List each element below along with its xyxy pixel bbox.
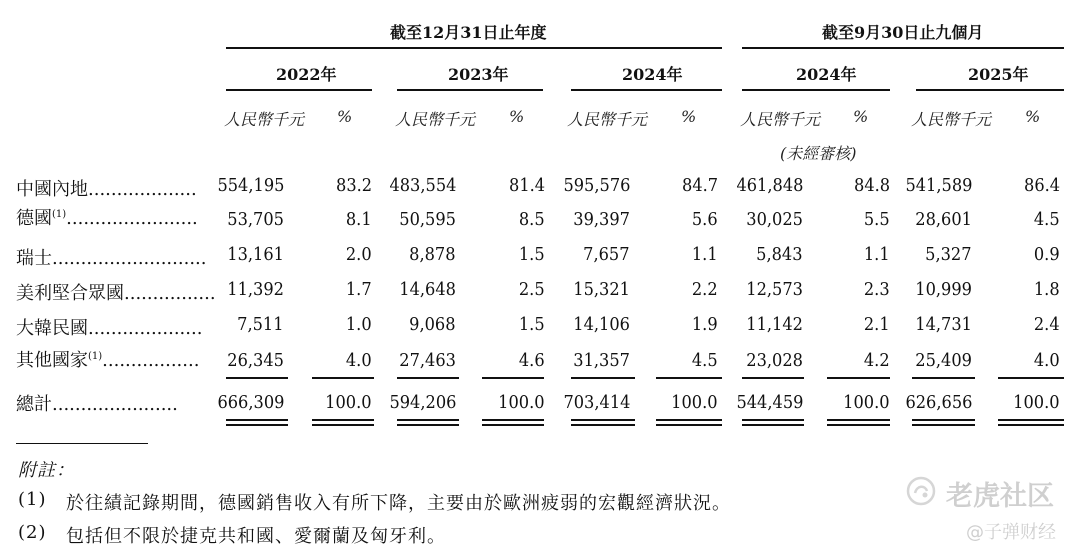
year-header-2022: 2022年	[276, 65, 337, 84]
note-number: (2)	[18, 522, 47, 543]
group-header-nine-months: 截至9月30日止九個月	[822, 23, 984, 42]
table-cell: 5.5	[864, 209, 890, 230]
total-cell: 703,414	[563, 392, 630, 413]
unaudited-note: (未經審核)	[780, 144, 857, 163]
table-cell: 30,025	[746, 209, 803, 230]
year-rule-2024	[571, 89, 722, 91]
note-number: (1)	[18, 489, 47, 510]
subtotal-rule	[482, 377, 544, 379]
table-cell: 1.9	[692, 314, 718, 335]
total-double-rule	[998, 424, 1064, 426]
total-double-rule	[571, 419, 635, 421]
total-cell: 626,656	[905, 392, 972, 413]
table-cell: 9,068	[409, 314, 456, 335]
table-cell: 5.6	[692, 209, 718, 230]
subtotal-rule	[998, 377, 1064, 379]
table-cell: 84.8	[853, 175, 890, 196]
table-cell: 86.4	[1023, 175, 1060, 196]
total-double-rule	[571, 424, 635, 426]
note-text: 於往績記錄期間，德國銷售收入有所下降，主要由於歐洲疲弱的宏觀經濟狀況。	[66, 493, 731, 514]
table-cell: 4.0	[1034, 350, 1060, 371]
total-cell: 100.0	[671, 392, 718, 413]
year-rule-2023	[397, 89, 543, 91]
table-cell: 81.4	[508, 175, 545, 196]
table-cell: 8.5	[519, 209, 545, 230]
group-rule-annual	[226, 47, 722, 49]
total-cell: 544,459	[736, 392, 803, 413]
table-cell: 84.7	[681, 175, 718, 196]
subtotal-rule	[742, 377, 804, 379]
year-rule-2022	[226, 89, 372, 91]
footnote-separator	[16, 443, 148, 444]
note-text: 包括但不限於捷克共和國、愛爾蘭及匈牙利。	[66, 526, 446, 547]
table-cell: 14,731	[915, 314, 972, 335]
total-double-rule	[226, 419, 288, 421]
total-double-rule	[742, 424, 804, 426]
table-cell: 1.1	[864, 244, 890, 265]
year-header-2024-nine: 2024年	[796, 65, 857, 84]
total-double-rule	[482, 419, 544, 421]
table-cell: 2.0	[346, 244, 372, 265]
table-cell: 83.2	[335, 175, 372, 196]
year-rule-2024-nine	[742, 89, 890, 91]
table-cell: 14,648	[399, 279, 456, 300]
total-cell: 100.0	[325, 392, 372, 413]
table-cell: 2.2	[692, 279, 718, 300]
unit-header-pct: %	[337, 107, 353, 126]
table-cell: 1.0	[346, 314, 372, 335]
unit-header-rmb: 人民幣千元	[740, 110, 821, 129]
table-cell: 11,392	[227, 279, 284, 300]
table-cell: 15,321	[573, 279, 630, 300]
footnote-marker: (1)	[88, 351, 103, 362]
total-double-rule	[226, 424, 288, 426]
table-cell: 7,511	[237, 314, 284, 335]
table-cell: 1.5	[519, 244, 545, 265]
total-double-rule	[656, 419, 722, 421]
table-cell: 25,409	[915, 350, 972, 371]
table-cell: 4.6	[519, 350, 545, 371]
unit-header-pct: %	[509, 107, 525, 126]
table-cell: 11,142	[746, 314, 803, 335]
total-cell: 100.0	[498, 392, 545, 413]
table-cell: 4.0	[346, 350, 372, 371]
watermark-handle: @子弹财经	[966, 522, 1056, 543]
row-label: 瑞士...........................	[16, 248, 207, 269]
table-cell: 4.5	[692, 350, 718, 371]
table-cell: 4.2	[864, 350, 890, 371]
table-cell: 0.9	[1034, 244, 1060, 265]
table-cell: 5,843	[756, 244, 803, 265]
unit-header-pct: %	[1025, 107, 1041, 126]
table-cell: 2.4	[1034, 314, 1060, 335]
unit-header-pct: %	[681, 107, 697, 126]
year-header-2024: 2024年	[622, 65, 683, 84]
table-cell: 8.1	[346, 209, 372, 230]
year-rule-2025-nine	[916, 89, 1064, 91]
total-cell: 100.0	[843, 392, 890, 413]
total-double-rule	[397, 419, 459, 421]
year-header-2025-nine: 2025年	[968, 65, 1029, 84]
subtotal-rule	[312, 377, 374, 379]
row-label: 美利堅合眾國................	[16, 283, 216, 304]
total-double-rule	[397, 424, 459, 426]
subtotal-rule	[912, 377, 975, 379]
total-double-rule	[827, 419, 890, 421]
table-cell: 14,106	[573, 314, 630, 335]
subtotal-rule	[397, 377, 459, 379]
table-cell: 50,595	[399, 209, 456, 230]
total-double-rule	[827, 424, 890, 426]
table-cell: 1.7	[346, 279, 372, 300]
total-double-rule	[312, 419, 374, 421]
table-cell: 483,554	[389, 175, 456, 196]
table-cell: 2.3	[864, 279, 890, 300]
total-double-rule	[482, 424, 544, 426]
subtotal-rule	[226, 377, 288, 379]
unit-header-rmb: 人民幣千元	[567, 110, 648, 129]
table-cell: 5,327	[925, 244, 972, 265]
table-cell: 28,601	[915, 209, 972, 230]
total-label: 總計......................	[16, 394, 178, 415]
table-cell: 23,028	[746, 350, 803, 371]
subtotal-rule	[827, 377, 890, 379]
total-cell: 100.0	[1013, 392, 1060, 413]
total-cell: 666,309	[217, 392, 284, 413]
table-cell: 2.1	[864, 314, 890, 335]
table-cell: 31,357	[573, 350, 630, 371]
unit-header-rmb: 人民幣千元	[911, 110, 992, 129]
table-cell: 554,195	[217, 175, 284, 196]
table-cell: 53,705	[227, 209, 284, 230]
table-cell: 8,878	[409, 244, 456, 265]
unit-header-rmb: 人民幣千元	[395, 110, 476, 129]
notes-title: 附註：	[18, 460, 75, 481]
table-cell: 10,999	[915, 279, 972, 300]
group-rule-nine-months	[742, 47, 1064, 49]
table-cell: 13,161	[227, 244, 284, 265]
total-double-rule	[912, 424, 975, 426]
total-double-rule	[998, 419, 1064, 421]
subtotal-rule	[571, 377, 635, 379]
row-label: 大韓民國....................	[16, 318, 203, 339]
table-cell: 7,657	[583, 244, 630, 265]
row-label: 中國內地...................	[16, 179, 197, 200]
total-double-rule	[742, 419, 804, 421]
tiger-logo-icon	[905, 475, 937, 507]
year-header-2023: 2023年	[448, 65, 509, 84]
table-cell: 541,589	[905, 175, 972, 196]
total-double-rule	[912, 419, 975, 421]
group-header-annual: 截至12月31日止年度	[390, 23, 547, 42]
row-label: 德國$^{(1)}$.......................	[16, 208, 198, 229]
table-cell: 595,576	[563, 175, 630, 196]
table-cell: 1.1	[692, 244, 718, 265]
total-cell: 594,206	[389, 392, 456, 413]
table-cell: 12,573	[746, 279, 803, 300]
unit-header-pct: %	[853, 107, 869, 126]
table-cell: 1.8	[1034, 279, 1060, 300]
table-cell: 27,463	[399, 350, 456, 371]
table-cell: 2.5	[519, 279, 545, 300]
row-label: 其他國家$^{(1)}$.................	[16, 350, 200, 371]
table-cell: 461,848	[736, 175, 803, 196]
subtotal-rule	[656, 377, 722, 379]
table-cell: 39,397	[573, 209, 630, 230]
watermark-brand: 老虎社区	[946, 481, 1054, 512]
unit-header-rmb: 人民幣千元	[224, 110, 305, 129]
total-double-rule	[312, 424, 374, 426]
footnote-marker: (1)	[52, 209, 67, 220]
table-cell: 1.5	[519, 314, 545, 335]
total-double-rule	[656, 424, 722, 426]
table-cell: 26,345	[227, 350, 284, 371]
table-cell: 4.5	[1034, 209, 1060, 230]
